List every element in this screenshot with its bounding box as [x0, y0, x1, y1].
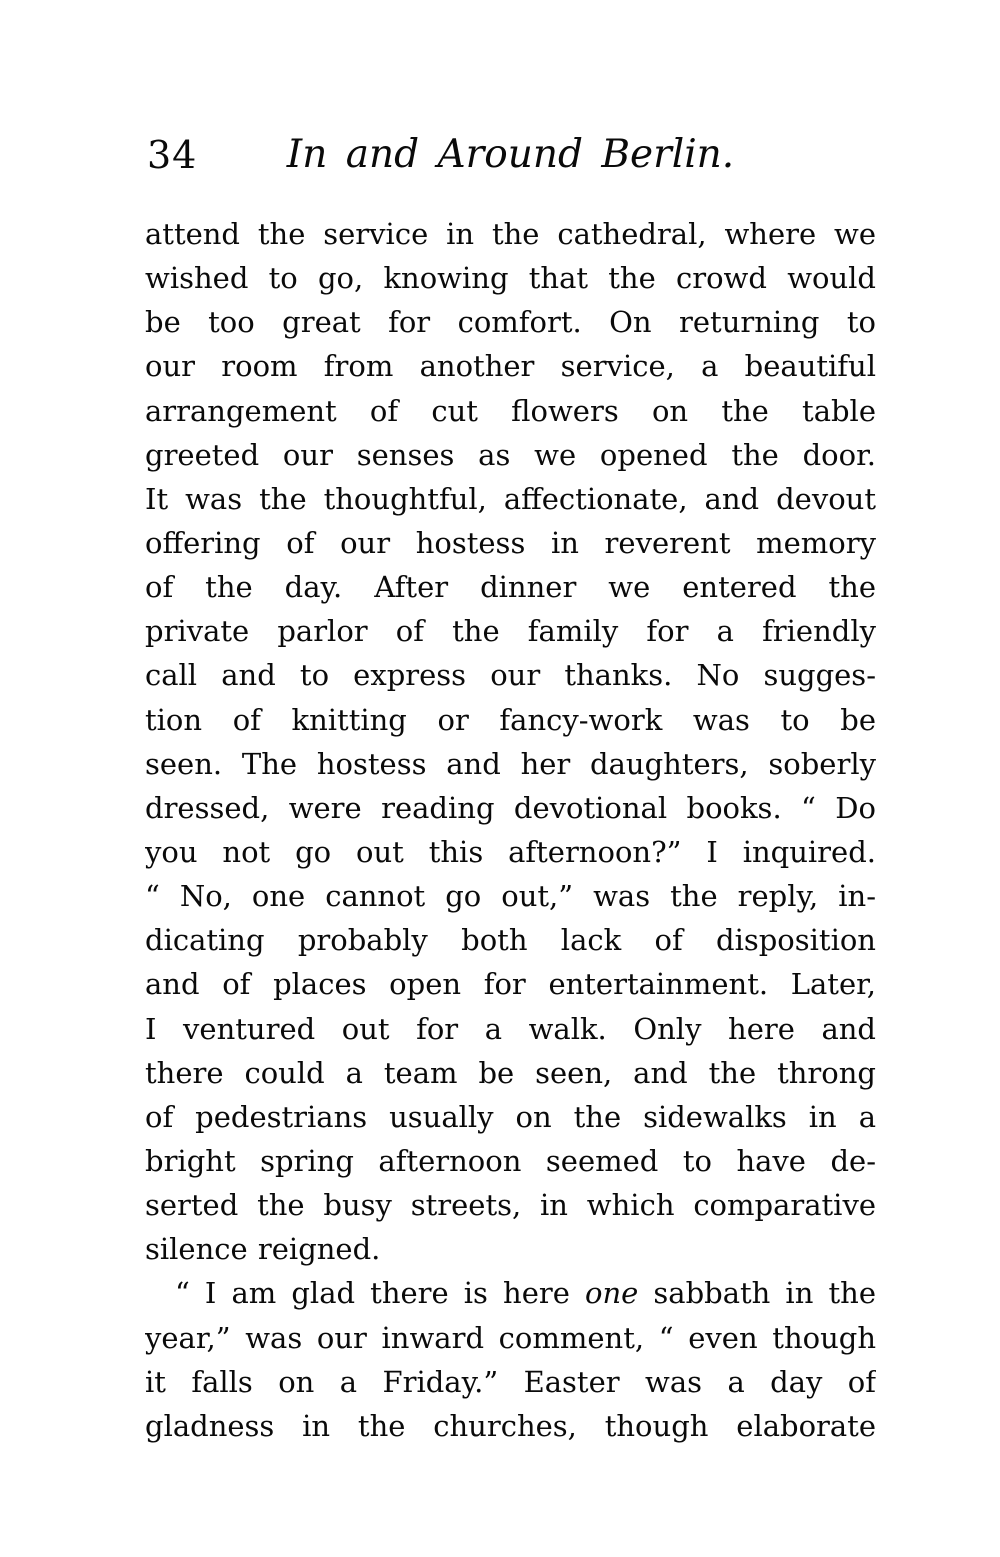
text-line: arrangement of cut flowers on the table — [145, 393, 876, 428]
text-line: you not go out this afternoon?” I inquired. — [145, 834, 876, 869]
text-line: call and to express our thanks. No sugges- — [145, 658, 876, 693]
text-line: bright spring afternoon seemed to have de- — [145, 1143, 876, 1178]
text-line: it falls on a Friday.” Easter was a day of — [145, 1364, 876, 1399]
text-line: year,” was our inward comment, “ even though — [145, 1320, 876, 1355]
text-line: there could a team be seen, and the throng — [145, 1055, 876, 1090]
page-body — [145, 212, 876, 1448]
text-line: dicating probably both lack of disposition — [145, 923, 876, 958]
text-line: be too great for comfort. On returning to — [145, 305, 876, 340]
running-title: In and Around Berlin. — [286, 132, 735, 177]
italic-word: one — [585, 1276, 639, 1311]
text-line: of pedestrians usually on the sidewalks in a — [145, 1099, 876, 1134]
text-line: offering of our hostess in reverent memory — [145, 525, 876, 560]
page-header — [145, 131, 876, 179]
text-line: tion of knitting or fancy-work was to be — [145, 702, 876, 737]
text-line: of the day. After dinner we entered the — [145, 570, 876, 605]
page-number: 34 — [147, 133, 198, 177]
text-line: gladness in the churches, though elaborate — [145, 1408, 876, 1443]
text-line: “ No, one cannot go out,” was the reply, in- — [145, 879, 876, 914]
text-line: private parlor of the family for a friendly — [145, 614, 876, 649]
text-line: attend the service in the cathedral, where we — [145, 217, 876, 251]
text-line: greeted our senses as we opened the door. — [145, 437, 876, 472]
text-line: I ventured out for a walk. Only here and — [145, 1011, 876, 1046]
text-line: seen. The hostess and her daughters, soberly — [145, 746, 876, 781]
text-line: “ I am glad there is here one sabbath in the — [175, 1276, 876, 1311]
text-line: our room from another service, a beautiful — [145, 349, 876, 384]
text-line: dressed, were reading devotional books. “ Do — [145, 790, 876, 825]
text-line: wished to go, knowing that the crowd would — [145, 261, 876, 296]
text-line: silence reigned. — [145, 1232, 381, 1267]
text-line: It was the thoughtful, affectionate, and devout — [145, 481, 876, 516]
text-line: serted the busy streets, in which comparative — [145, 1188, 876, 1223]
text-line: and of places open for entertainment. Later, — [145, 967, 876, 1002]
